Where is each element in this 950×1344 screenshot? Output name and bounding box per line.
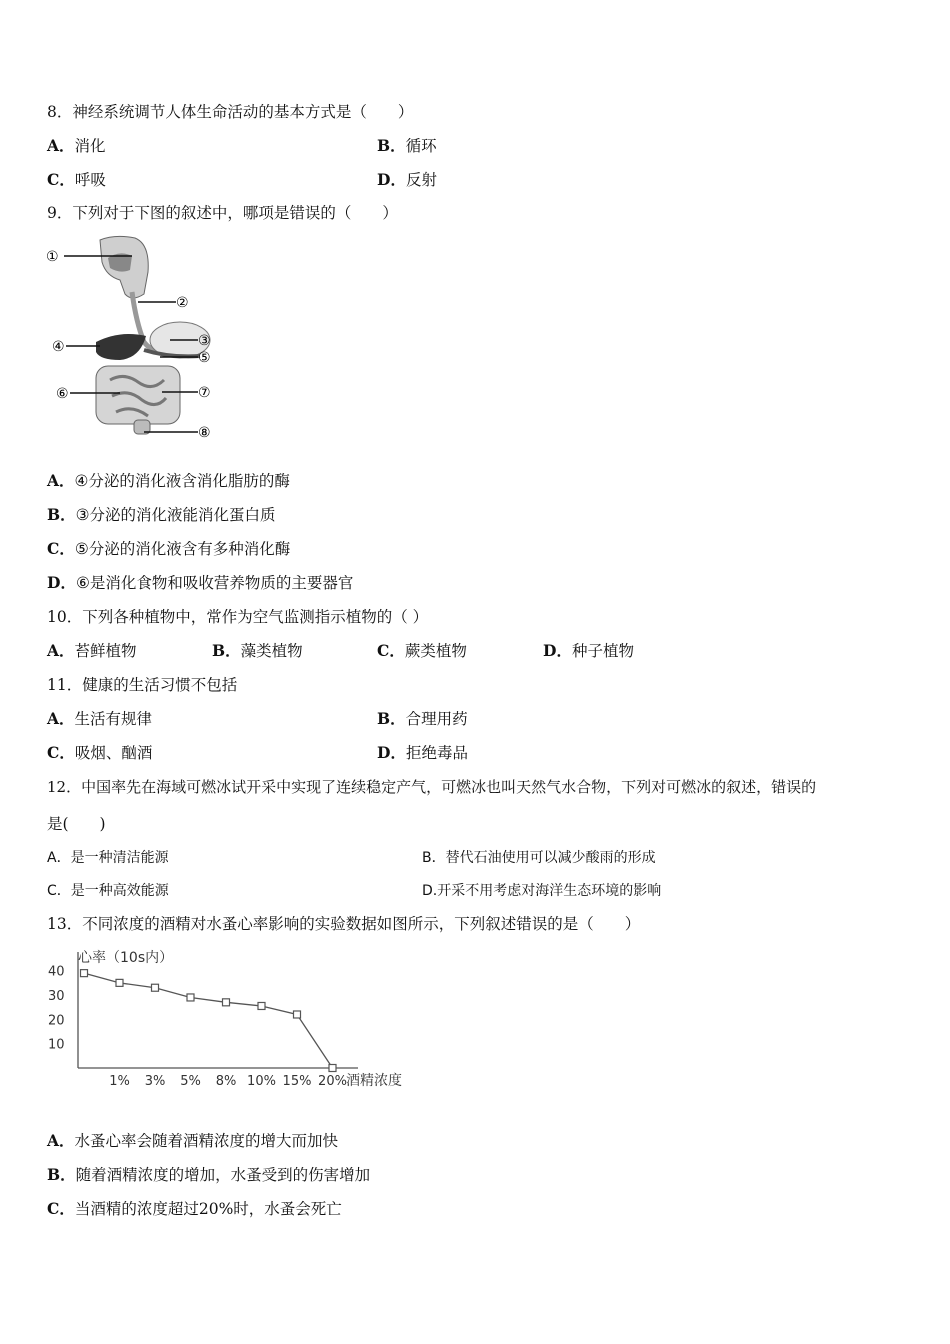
figure-label-6: ⑥ [56, 386, 69, 402]
q11-option-c[interactable] [47, 743, 152, 763]
q9-option-a[interactable] [47, 471, 290, 491]
option-text: 合理用药 [405, 710, 468, 728]
option-label: B． [377, 136, 406, 155]
option-label: A． [47, 471, 75, 490]
option-label: B． [212, 641, 241, 660]
option-label: A． [47, 1131, 75, 1150]
option-text: 藻类植物 [240, 642, 303, 660]
q10-option-b[interactable] [212, 641, 303, 661]
option-label: D． [47, 573, 76, 592]
q12-stem-line2: 是( ) [47, 815, 106, 833]
heart-rate-chart [44, 944, 424, 1094]
option-text: 吸烟、酗酒 [74, 744, 153, 762]
q12-option-a[interactable]: A．是一种清洁能源 [47, 850, 169, 866]
option-label: A． [47, 136, 75, 155]
q13-option-a[interactable] [47, 1131, 338, 1151]
option-label: C． [47, 1199, 75, 1218]
x-tick-label: 10% [247, 1074, 276, 1089]
data-point [294, 1011, 301, 1018]
series-line [84, 973, 333, 1068]
figure-label-7: ⑦ [198, 385, 211, 401]
q11-option-d[interactable] [377, 743, 468, 763]
data-point [187, 994, 194, 1001]
option-label: D． [543, 641, 572, 660]
option-text: 当酒精的浓度超过20%时，水蚤会死亡 [74, 1200, 342, 1218]
q11-option-b[interactable] [377, 709, 468, 729]
y-tick-label: 10 [48, 1037, 65, 1053]
option-text: 消化 [74, 137, 106, 155]
option-text: 随着酒精浓度的增加，水蚤受到的伤害增加 [75, 1166, 371, 1184]
option-text: 反射 [405, 171, 437, 189]
q12-option-d[interactable]: D.开采不用考虑对海洋生态环境的影响 [422, 883, 662, 899]
x-tick-label: 5% [180, 1074, 201, 1089]
option-label: B． [47, 1165, 76, 1184]
figure-label-1: ① [46, 249, 59, 265]
option-label: D． [377, 743, 406, 762]
option-text: 拒绝毒品 [405, 744, 468, 762]
q13-option-b[interactable] [47, 1165, 370, 1185]
option-label: A． [47, 641, 75, 660]
option-text: 蕨类植物 [404, 642, 467, 660]
q8-option-a[interactable] [47, 136, 106, 156]
data-point [152, 984, 159, 991]
q10-stem: 10．下列各种植物中，常作为空气监测指示植物的（ ） [47, 608, 429, 626]
x-tick-label: 3% [144, 1074, 166, 1089]
option-text: 循环 [405, 137, 437, 155]
option-text: 苔鲜植物 [74, 642, 137, 660]
q8-stem: 8．神经系统调节人体生命活动的基本方式是（ ） [47, 103, 414, 121]
large-intestine [96, 366, 180, 424]
q13-option-c[interactable] [47, 1199, 342, 1219]
option-text: ③分泌的消化液能消化蛋白质 [75, 506, 276, 524]
y-axis-label: 心率（10s内） [78, 950, 174, 966]
q9-option-c[interactable] [47, 539, 290, 559]
digestive-system-figure [40, 232, 230, 447]
q8-option-c[interactable] [47, 170, 106, 190]
figure-label-3: ③ [198, 333, 211, 349]
figure-label-8: ⑧ [198, 425, 211, 441]
q10-option-a[interactable] [47, 641, 137, 661]
option-text: 生活有规律 [74, 710, 153, 728]
option-text: 呼吸 [74, 171, 106, 189]
option-label: D． [377, 170, 406, 189]
q8-option-d[interactable] [377, 170, 437, 190]
option-text: 种子植物 [571, 642, 634, 660]
option-text: ④分泌的消化液含消化脂肪的酶 [74, 472, 290, 490]
q12-stem-line1: 12．中国率先在海域可燃冰试开采中实现了连续稳定产气，可燃冰也叫天然气水合物，下列对可燃冰的叙述，错误的 [47, 778, 817, 796]
q9-option-d[interactable] [47, 573, 353, 593]
x-tick-label: 20% [318, 1074, 347, 1089]
figure-label-4: ④ [52, 339, 65, 355]
q12-option-c[interactable]: C．是一种高效能源 [47, 883, 169, 899]
option-label: C． [47, 170, 75, 189]
q13-stem: 13．不同浓度的酒精对水蚤心率影响的实验数据如图所示，下列叙述错误的是（ ） [47, 915, 641, 933]
q11-stem: 11．健康的生活习惯不包括 [47, 676, 238, 694]
data-point [258, 1002, 265, 1009]
q10-option-c[interactable] [377, 641, 467, 661]
q12-option-b[interactable]: B．替代石油使用可以减少酸雨的形成 [422, 850, 656, 866]
x-tick-label: 8% [215, 1074, 237, 1089]
y-tick-label: 20 [48, 1013, 65, 1029]
y-tick-label: 30 [48, 989, 65, 1005]
q11-option-a[interactable] [47, 709, 152, 729]
figure-label-2: ② [176, 295, 189, 311]
data-point [329, 1065, 336, 1072]
option-text: ⑤分泌的消化液含有多种消化酶 [74, 540, 291, 558]
data-point [81, 970, 88, 977]
x-tick-label: 1% [109, 1074, 130, 1089]
option-label: A． [47, 709, 75, 728]
q9-option-b[interactable] [47, 505, 276, 525]
figure-label-5: ⑤ [198, 350, 211, 366]
y-tick-label: 40 [48, 964, 65, 980]
q9-stem: 9．下列对于下图的叙述中，哪项是错误的（ ） [47, 204, 398, 222]
option-label: B． [377, 709, 406, 728]
data-point [223, 999, 230, 1006]
liver [96, 334, 146, 360]
option-label: C． [47, 743, 75, 762]
q8-option-b[interactable] [377, 136, 437, 156]
q10-option-d[interactable] [543, 641, 634, 661]
option-text: 水蚤心率会随着酒精浓度的增大而加快 [74, 1132, 339, 1150]
option-label: B． [47, 505, 76, 524]
x-axis-label: 酒精浓度 [346, 1073, 402, 1089]
option-label: C． [377, 641, 405, 660]
data-point [116, 979, 123, 986]
option-label: C． [47, 539, 75, 558]
x-tick-label: 15% [282, 1074, 312, 1089]
option-text: ⑥是消化食物和吸收营养物质的主要器官 [75, 574, 354, 592]
